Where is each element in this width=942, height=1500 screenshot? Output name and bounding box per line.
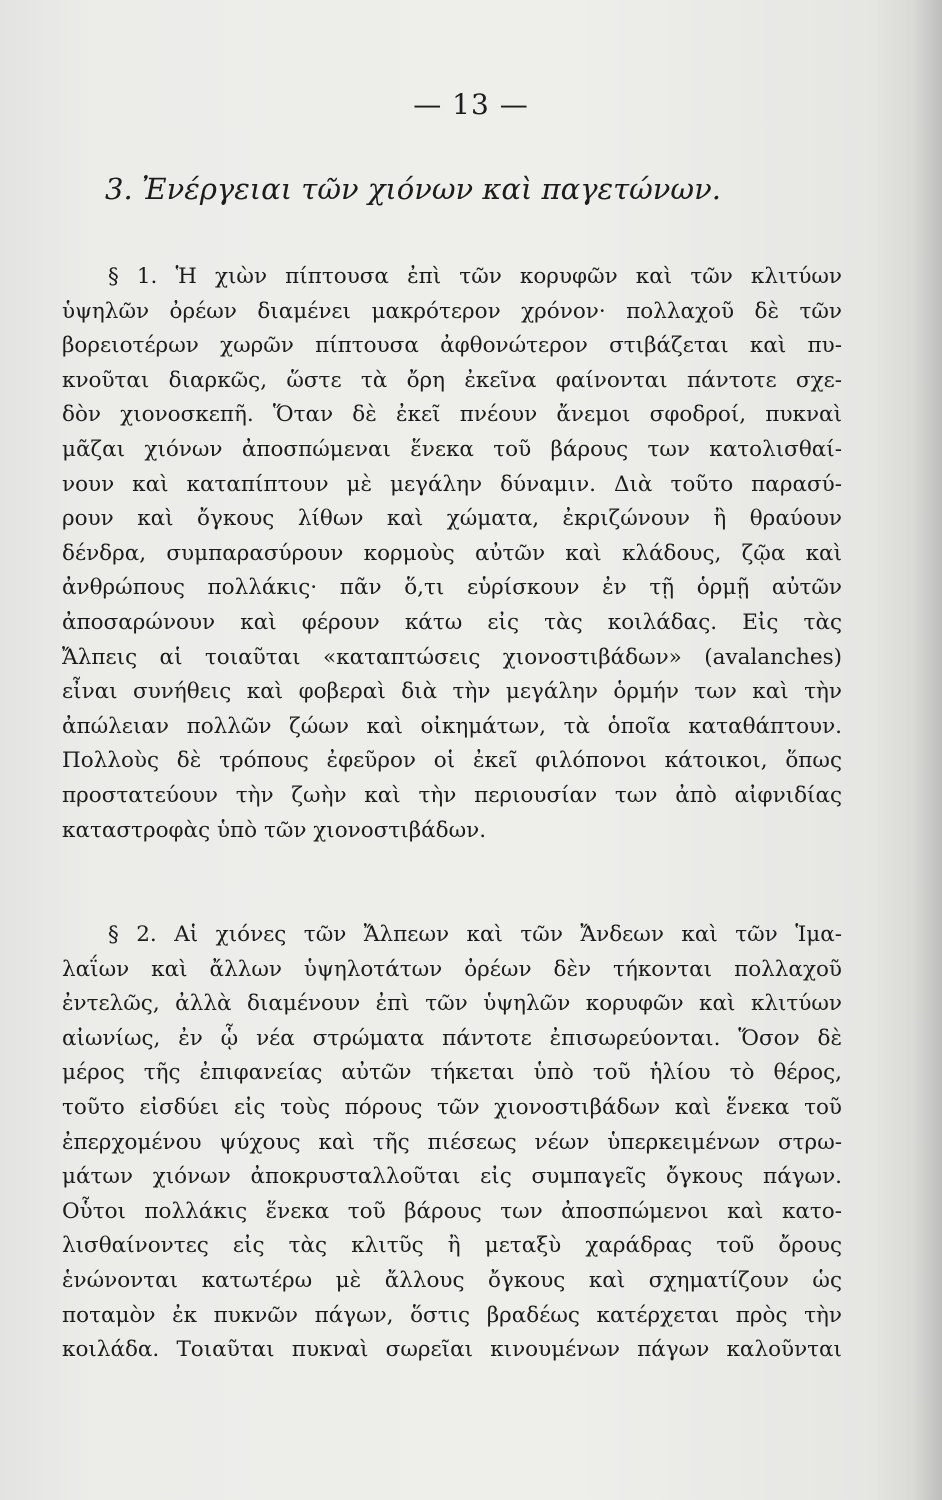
text-line: ὑψηλῶν ὀρέων διαμένει μακρότερον χρόνον· πολλαχοῦ δὲ τῶν <box>62 298 842 324</box>
paragraph-1 <box>62 260 842 848</box>
text-line: δένδρα, συμπαρασύρουν κορμοὺς αὐτῶν καὶ κλάδους, ζῷα καὶ <box>62 540 842 566</box>
section-title: 3. Ἐνέργειαι τῶν χιόνων καὶ παγετώνων. <box>105 172 721 206</box>
text-line: ρουν καὶ ὄγκους λίθων καὶ χώματα, ἐκριζώνουν ἢ θραύουν <box>62 506 842 532</box>
text-line: δὸν χιονοσκεπῆ. Ὅταν δὲ ἐκεῖ πνέουν ἄνεμοι σφοδροί, πυκναὶ <box>62 402 842 428</box>
text-line: ἐντελῶς, ἀλλὰ διαμένουν ἐπὶ τῶν ὑψηλῶν κορυφῶν καὶ κλιτύων <box>62 991 842 1017</box>
text-line: κοιλάδα. Τοιαῦται πυκναὶ σωρεῖαι κινουμένων πάγων καλοῦνται <box>62 1337 842 1363</box>
text-line: αἰωνίως, ἐν ᾧ νέα στρώματα πάντοτε ἐπισωρεύονται. Ὅσον δὲ <box>62 1025 842 1051</box>
text-line: Ἄλπεις αἱ τοιαῦται «καταπτώσεις χιονοστιβάδων» (avalanches) <box>62 644 842 670</box>
text-line: τοῦτο εἰσδύει εἰς τοὺς πόρους τῶν χιονοστιβάδων καὶ ἕνεκα τοῦ <box>62 1094 842 1120</box>
text-line: § 1. Ἡ χιὼν πίπτουσα ἐπὶ τῶν κορυφῶν καὶ τῶν κλιτύων <box>108 264 842 289</box>
text-line: μᾶζαι χιόνων ἀποσπώμεναι ἕνεκα τοῦ βάρους των κατολισθαί- <box>62 436 842 462</box>
text-line: ἀπώλειαν πολλῶν ζώων καὶ οἰκημάτων, τὰ ὁποῖα καταθάπτουν. <box>62 713 842 739</box>
text-line: μέρος τῆς ἐπιφανείας αὐτῶν τήκεται ὑπὸ τοῦ ἡλίου τὸ θέρος, <box>62 1060 842 1086</box>
paragraph-2 <box>62 918 842 1368</box>
text-line: λισθαίνοντες εἰς τὰς κλιτῦς ἢ μεταξὺ χαράδρας τοῦ ὄρους <box>62 1233 842 1259</box>
text-line: μάτων χιόνων ἀποκρυσταλλοῦται εἰς συμπαγεῖς ὄγκους πάγων. <box>62 1164 842 1190</box>
text-line: ἐπερχομένου ψύχους καὶ τῆς πιέσεως νέων ὑπερκειμένων στρω- <box>62 1129 842 1155</box>
text-line: κνοῦται διαρκῶς, ὥστε τὰ ὄρη ἐκεῖνα φαίνονται πάντοτε σχε- <box>62 367 842 393</box>
text-line: καταστροφὰς ὑπὸ τῶν χιονοστιβάδων. <box>62 817 487 843</box>
text-line: ἀνθρώπους πολλάκις· πᾶν ὅ,τι εὑρίσκουν ἐν τῇ ὁρμῇ αὐτῶν <box>62 575 842 601</box>
text-line: ἑνώνονται κατωτέρω μὲ ἄλλους ὄγκους καὶ σχηματίζουν ὡς <box>62 1267 842 1293</box>
text-line: λαΐων καὶ ἄλλων ὑψηλοτάτων ὀρέων δὲν τήκονται πολλαχοῦ <box>62 956 842 982</box>
text-line: ἀποσαρώνουν καὶ φέρουν κάτω εἰς τὰς κοιλάδας. Εἰς τὰς <box>62 609 842 635</box>
text-line: βορειοτέρων χωρῶν πίπτουσα ἀφθονώτερον στιβάζεται καὶ πυ- <box>62 333 842 359</box>
text-line: Πολλοὺς δὲ τρόπους ἐφεῦρον οἱ ἐκεῖ φιλόπονοι κάτοικοι, ὅπως <box>62 748 842 774</box>
text-line: ποταμὸν ἐκ πυκνῶν πάγων, ὅστις βραδέως κατέρχεται πρὸς τὴν <box>62 1302 842 1328</box>
text-line: εἶναι συνήθεις καὶ φοβεραὶ διὰ τὴν μεγάλην ὁρμήν των καὶ τὴν <box>62 679 842 705</box>
text-line: § 2. Αἱ χιόνες τῶν Ἄλπεων καὶ τῶν Ἄνδεων καὶ τῶν Ἱμα- <box>108 922 842 947</box>
page-number: — 13 — <box>413 88 529 121</box>
text-line: προστατεύουν τὴν ζωὴν καὶ τὴν περιουσίαν των ἀπὸ αἰφνιδίας <box>62 782 842 808</box>
text-line: νουν καὶ καταπίπτουν μὲ μεγάλην δύναμιν. Διὰ τοῦτο παρασύ- <box>62 471 842 497</box>
text-line: Οὗτοι πολλάκις ἕνεκα τοῦ βάρους των ἀποσπώμενοι καὶ κατο- <box>62 1198 842 1224</box>
